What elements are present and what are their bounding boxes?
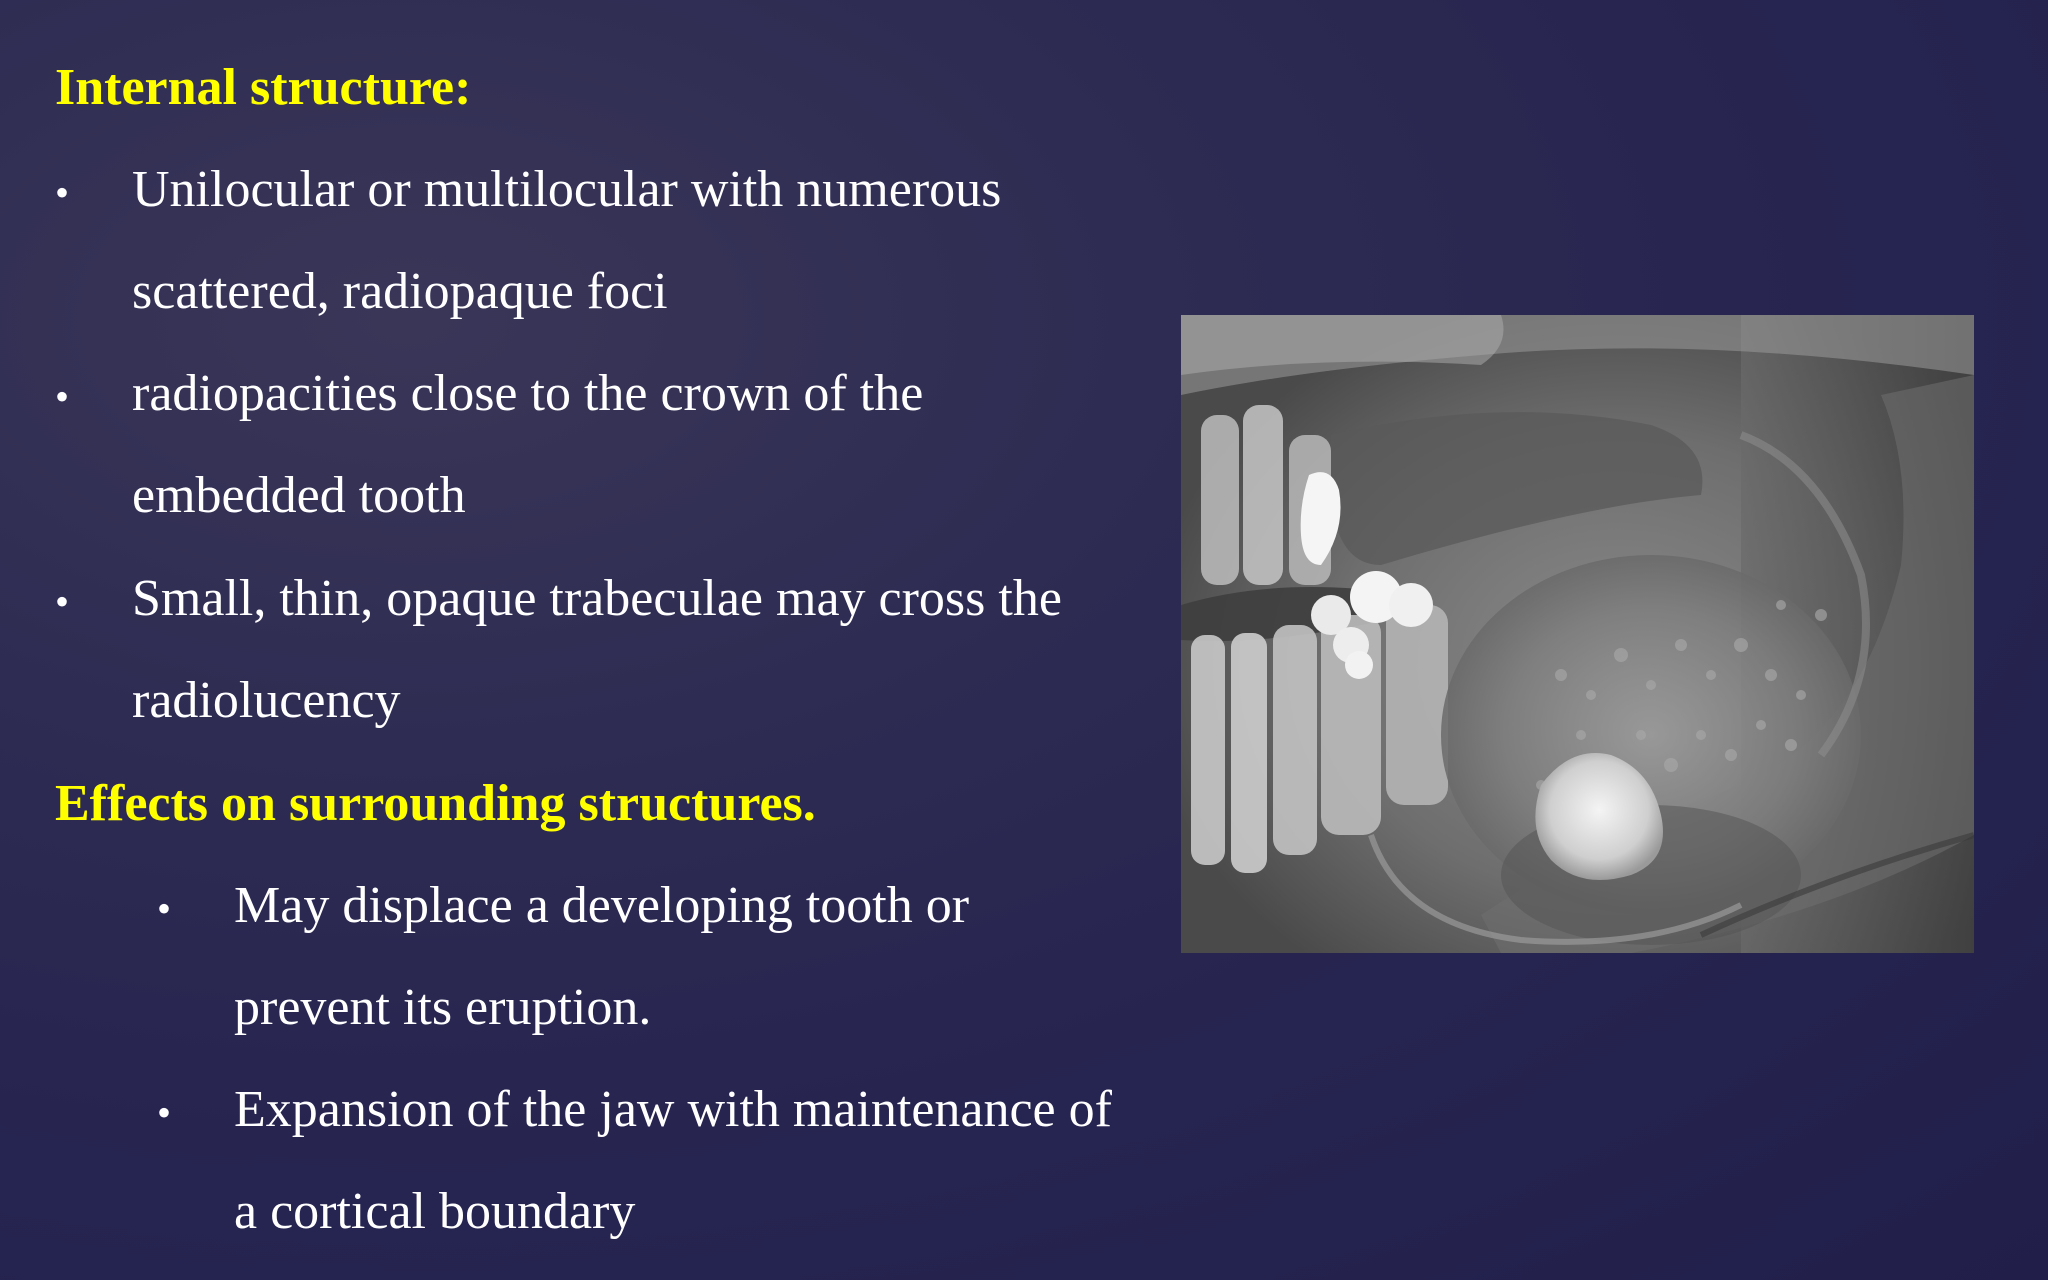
bullet-3-line-2: radiolucency [132, 672, 401, 729]
bullet-marker: • [55, 374, 70, 419]
heading-internal-structure: Internal structure: [55, 59, 472, 116]
bullet-marker: • [55, 170, 70, 215]
bullet-1-line-2: scattered, radiopaque foci [132, 263, 668, 320]
heading-effects-on-surrounding-structures: Effects on surrounding structures. [55, 775, 816, 832]
bullet-1-line-1: Unilocular or multilocular with numerous [132, 161, 1002, 218]
bullet-4-line-1: May displace a developing tooth or [234, 877, 970, 934]
bullet-marker: • [157, 1090, 172, 1135]
bullet-marker: • [157, 886, 172, 931]
bullet-5-line-2: a cortical boundary [234, 1183, 636, 1240]
bullet-4-line-2: prevent its eruption. [234, 979, 652, 1036]
bullet-3-line-1: Small, thin, opaque trabeculae may cross the [132, 570, 1062, 627]
bullet-2-line-1: radiopacities close to the crown of the [132, 365, 924, 422]
bullet-2-line-2: embedded tooth [132, 467, 466, 524]
radiograph-image [1181, 315, 1974, 953]
bullet-5-line-1: Expansion of the jaw with maintenance of [234, 1081, 1112, 1138]
bullet-marker: • [55, 579, 70, 624]
radiograph-illustration [1181, 315, 1974, 953]
